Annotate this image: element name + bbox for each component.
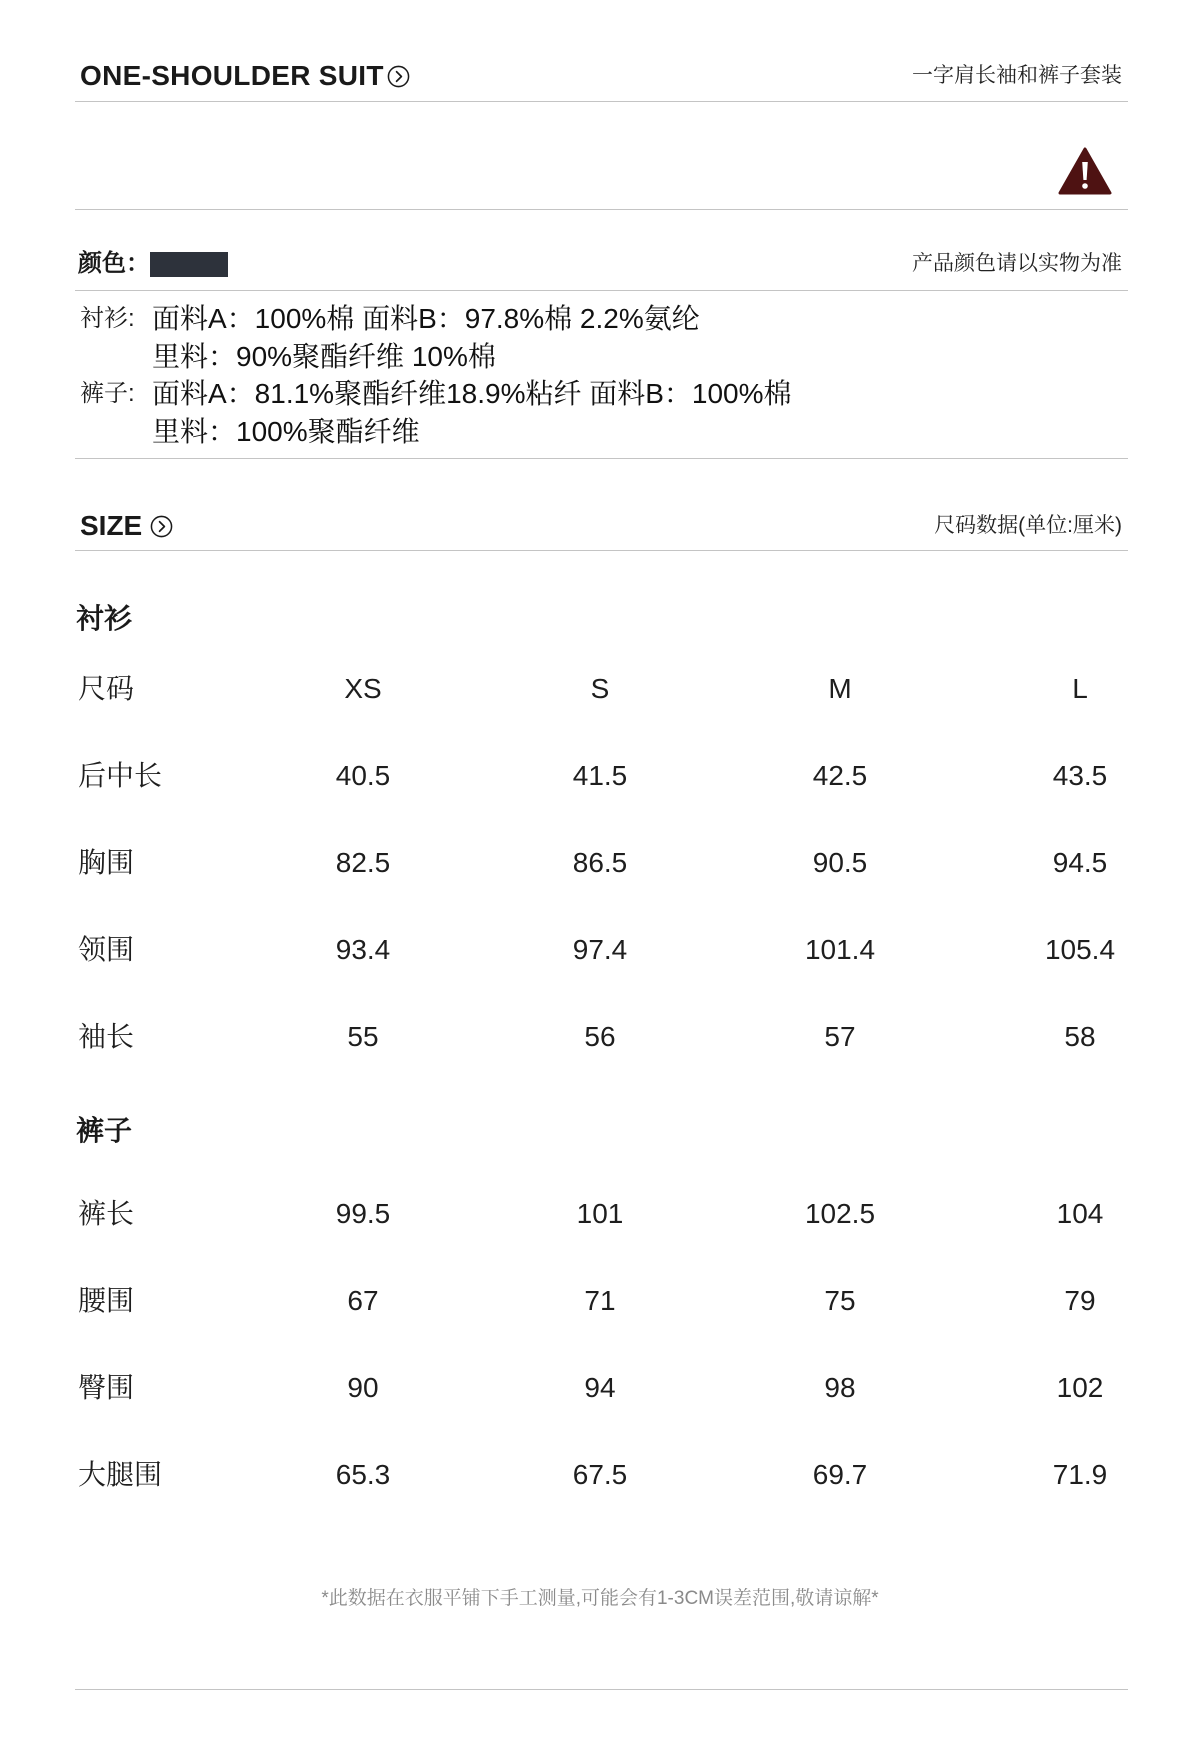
- cell-value: 67: [347, 1285, 379, 1316]
- row-label: 腰围: [78, 1285, 135, 1316]
- cell-value: 56: [584, 1021, 616, 1052]
- cell-value: 55: [347, 1021, 379, 1052]
- page-title: [80, 56, 410, 96]
- table-row: [0, 1257, 1200, 1344]
- material-text: 里料：100%聚酯纤维: [152, 416, 420, 447]
- row-label: 后中长: [78, 760, 163, 791]
- divider: [75, 290, 1128, 291]
- cell-value: 40.5: [335, 760, 391, 791]
- row-label: 领围: [78, 934, 135, 965]
- cell-value: 101: [576, 1198, 624, 1229]
- cell-value: 99.5: [335, 1198, 391, 1229]
- material-line: [80, 300, 700, 338]
- cell-value: 105.4: [1044, 934, 1116, 965]
- size-note: 尺码数据(单位:厘米): [934, 514, 1122, 537]
- row-label: 胸围: [78, 847, 135, 878]
- cell-value: 69.7: [812, 1459, 868, 1490]
- color-label: 颜色：: [78, 250, 150, 277]
- material-text: 面料A：100%棉 面料B：97.8%棉 2.2%氨纶: [152, 303, 700, 334]
- divider: [75, 1689, 1128, 1690]
- cell-value: 42.5: [812, 760, 868, 791]
- cell-value: 104: [1056, 1198, 1104, 1229]
- material-line: [80, 338, 496, 376]
- material-line: [80, 375, 792, 413]
- measurement-disclaimer: *此数据在衣服平铺下手工测量,可能会有1-3CM误差范围,敬请谅解*: [321, 1588, 879, 1609]
- material-text: 面料A：81.1%聚酯纤维18.9%粘纤 面料B：100%棉: [152, 378, 792, 409]
- size-column-header: M: [828, 673, 852, 704]
- table-section-title: 衬衫: [76, 603, 133, 634]
- row-label: 臀围: [78, 1372, 135, 1403]
- divider: [75, 209, 1128, 210]
- size-title: [80, 506, 173, 546]
- chevron-right-circle-icon: [150, 515, 173, 538]
- table-header-label: 尺码: [78, 673, 135, 704]
- cell-value: 97.4: [572, 934, 628, 965]
- cell-value: 90.5: [812, 847, 868, 878]
- table-row: [0, 1431, 1200, 1518]
- page-title-text: ONE-SHOULDER SUIT: [80, 60, 384, 91]
- table-row: [0, 645, 1200, 732]
- cell-value: 98: [824, 1372, 856, 1403]
- row-label: 大腿围: [78, 1459, 163, 1490]
- color-swatch: [150, 252, 228, 277]
- table-row: [0, 819, 1200, 906]
- chevron-right-circle-icon: [387, 65, 410, 88]
- cell-value: 94.5: [1052, 847, 1108, 878]
- size-title-text: SIZE: [80, 510, 143, 541]
- material-line: [80, 413, 420, 451]
- cell-value: 65.3: [335, 1459, 391, 1490]
- cell-value: 102: [1056, 1372, 1104, 1403]
- table-row: [0, 993, 1200, 1080]
- table-row: [0, 1344, 1200, 1431]
- table-row: [0, 732, 1200, 819]
- divider: [75, 458, 1128, 459]
- cell-value: 43.5: [1052, 760, 1108, 791]
- cell-value: 94: [584, 1372, 616, 1403]
- row-label: 袖长: [78, 1021, 135, 1052]
- material-text: 里料：90%聚酯纤维 10%棉: [152, 341, 496, 372]
- cell-value: 93.4: [335, 934, 391, 965]
- cell-value: 86.5: [572, 847, 628, 878]
- cell-value: 79: [1064, 1285, 1096, 1316]
- cell-value: 67.5: [572, 1459, 628, 1490]
- cell-value: 71: [584, 1285, 616, 1316]
- cell-value: 71.9: [1052, 1459, 1108, 1490]
- material-garment: 裤子:: [80, 380, 135, 407]
- size-column-header: L: [1072, 673, 1088, 704]
- page-subtitle: 一字肩长袖和裤子套装: [912, 64, 1122, 87]
- size-column-header: XS: [344, 673, 382, 704]
- divider: [75, 101, 1128, 102]
- row-label: 裤长: [78, 1198, 135, 1229]
- color-note: 产品颜色请以实物为准: [912, 252, 1122, 275]
- warning-icon: [1058, 146, 1112, 196]
- cell-value: 101.4: [804, 934, 876, 965]
- cell-value: 82.5: [335, 847, 391, 878]
- cell-value: 102.5: [804, 1198, 876, 1229]
- table-section-title: 裤子: [76, 1115, 133, 1146]
- cell-value: 58: [1064, 1021, 1096, 1052]
- size-column-header: S: [590, 673, 610, 704]
- material-garment: 衬衫:: [80, 305, 135, 332]
- table-row: [0, 906, 1200, 993]
- cell-value: 57: [824, 1021, 856, 1052]
- cell-value: 75: [824, 1285, 856, 1316]
- table-row: [0, 1170, 1200, 1257]
- divider: [75, 550, 1128, 551]
- cell-value: 41.5: [572, 760, 628, 791]
- cell-value: 90: [347, 1372, 379, 1403]
